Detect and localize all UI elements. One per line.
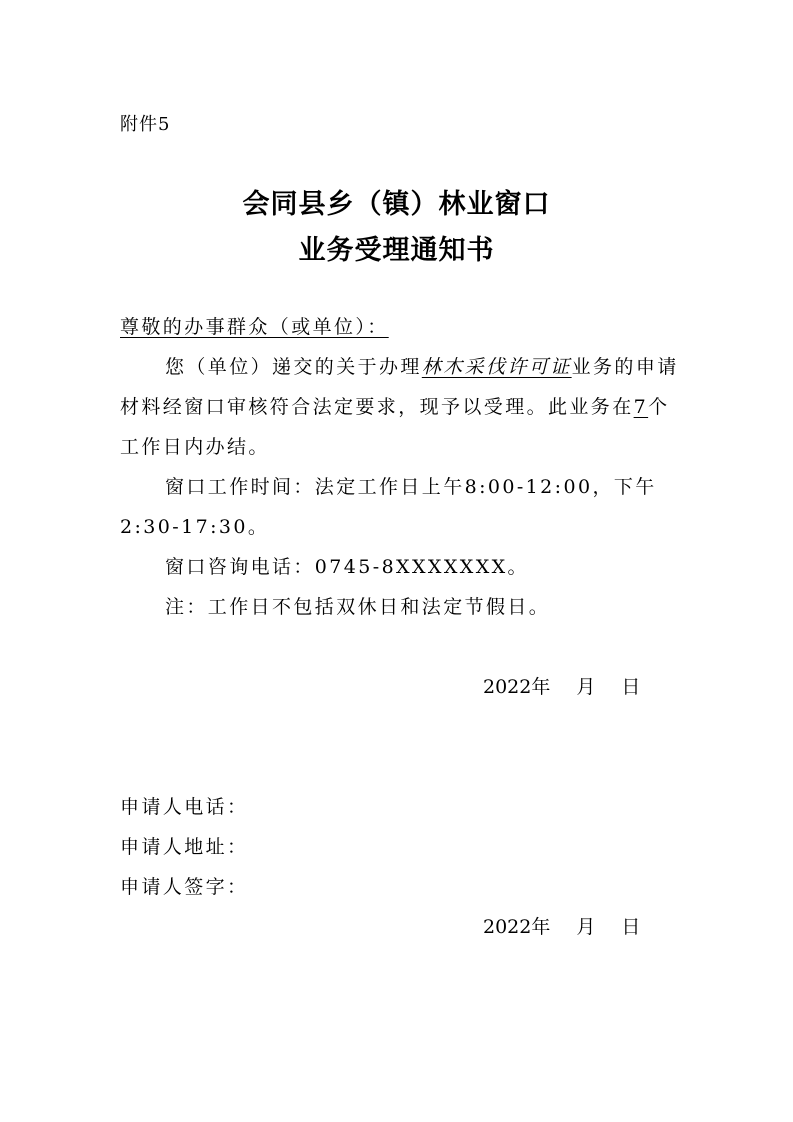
date-day: 日 (621, 676, 641, 698)
salutation: 尊敬的办事群众（或单位）： (120, 316, 389, 338)
notice-date (483, 672, 640, 699)
body-text: 材料经窗口审核符合法定要求，现予以受理。此业务在 (120, 396, 634, 418)
body-text: 个 (648, 396, 670, 418)
body-paragraph-1-line-2 (120, 392, 670, 419)
date-year: 2022年 (483, 916, 551, 938)
applicant-date (483, 912, 640, 939)
office-hours-line-1: 窗口工作时间：法定工作日上午8:00-12:00，下午 (165, 476, 657, 498)
body-paragraph-1-line-3: 工作日内办结。 (120, 436, 270, 458)
date-day: 日 (621, 916, 641, 938)
body-paragraph-1-line-1 (165, 352, 679, 379)
date-year: 2022年 (483, 676, 551, 698)
date-month: 月 (576, 676, 596, 698)
applicant-address-label: 申请人地址： (120, 836, 249, 858)
title-line-2: 业务受理通知书 (298, 235, 495, 266)
body-text: 业务的申请 (571, 356, 679, 378)
date-month: 月 (576, 916, 596, 938)
processing-days: 7 (633, 396, 649, 418)
body-text: 您（单位）递交的关于办理 (165, 356, 422, 378)
applicant-phone-label: 申请人电话： (120, 796, 249, 818)
note: 注：工作日不包括双休日和法定节假日。 (165, 596, 551, 618)
applicant-signature-label: 申请人签字： (120, 876, 249, 898)
office-hours-line-2: 2:30-17:30。 (120, 516, 270, 538)
attachment-label: 附件5 (120, 114, 171, 135)
consult-phone: 窗口咨询电话：0745-8XXXXXXX。 (165, 556, 529, 578)
title-line-1: 会同县乡（镇）林业窗口 (242, 189, 551, 220)
permit-type: 林木采伐许可证 (421, 356, 572, 378)
